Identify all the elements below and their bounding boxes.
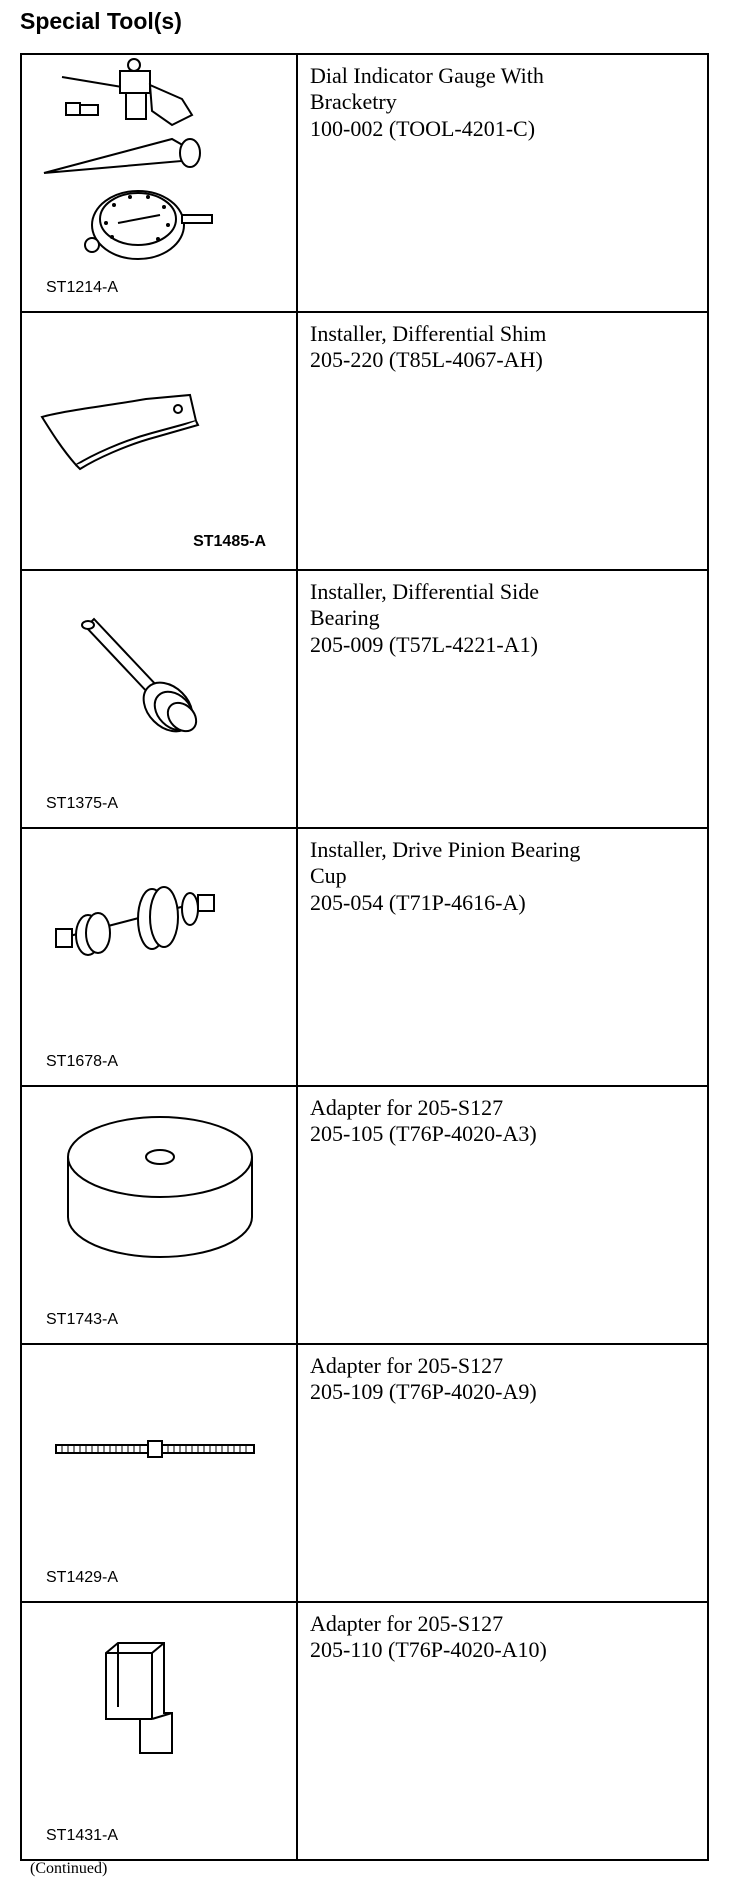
- tool-description: [297, 54, 708, 312]
- table-row: [21, 828, 708, 1086]
- tool-name: Installer, Differential Side: [310, 579, 540, 604]
- tool-image-cell: [21, 1086, 297, 1344]
- table-row: [21, 312, 708, 570]
- tool-image-cell: [21, 1602, 297, 1860]
- tool-image-cell: [21, 1344, 297, 1602]
- tool-code: ST1678-A: [46, 1053, 119, 1070]
- tool-part-number: 205-110 (T76P-4020-A10): [310, 1637, 547, 1663]
- tool-name: Bearing: [310, 605, 380, 631]
- adapter-disc-icon: [22, 1087, 296, 1343]
- special-tools-table: [20, 53, 709, 1861]
- tool-code: ST1429-A: [46, 1569, 119, 1586]
- tool-image-cell: [21, 54, 297, 312]
- shim-installer-icon: [22, 313, 296, 569]
- tool-code: ST1375-A: [46, 795, 119, 812]
- table-row: [21, 1086, 708, 1344]
- tool-part-number: 100-002 (TOOL-4201-C): [310, 115, 536, 141]
- tool-code: ST1431-A: [46, 1827, 119, 1844]
- step-block-icon: [22, 1603, 296, 1859]
- side-bearing-installer-icon: [22, 571, 296, 827]
- tool-code: ST1743-A: [46, 1311, 119, 1328]
- tool-code: ST1214-A: [46, 279, 119, 296]
- tool-part-number: 205-054 (T71P-4616-A): [310, 889, 526, 915]
- tool-description: [297, 1086, 708, 1344]
- tool-name: Dial Indicator Gauge With: [310, 63, 544, 88]
- tool-part-number: 205-109 (T76P-4020-A9): [310, 1379, 537, 1405]
- tool-name: Adapter for 205-S127: [310, 1353, 504, 1378]
- threaded-rod-icon: [22, 1345, 296, 1601]
- tool-part-number: 205-105 (T76P-4020-A3): [310, 1121, 537, 1147]
- tool-name: Bracketry: [310, 89, 397, 115]
- tool-name: Cup: [310, 863, 347, 889]
- tool-description: [297, 1602, 708, 1860]
- table-row: [21, 1602, 708, 1860]
- dial-indicator-icon: [22, 55, 296, 311]
- tool-name: Installer, Differential Shim: [310, 321, 547, 346]
- tool-image-cell: [21, 312, 297, 570]
- tool-description: [297, 570, 708, 828]
- tool-image-cell: [21, 570, 297, 828]
- page-title: Special Tool(s): [20, 8, 182, 34]
- tool-description: [297, 828, 708, 1086]
- tool-description: [297, 1344, 708, 1602]
- continued-note: (Continued): [30, 1860, 108, 1877]
- pinion-cup-installer-icon: [22, 829, 296, 1085]
- tool-part-number: 205-220 (T85L-4067-AH): [310, 347, 543, 373]
- table-row: [21, 1344, 708, 1602]
- table-row: [21, 570, 708, 828]
- table-row: [21, 54, 708, 312]
- tool-name: Adapter for 205-S127: [310, 1095, 504, 1120]
- tool-name: Installer, Drive Pinion Bearing: [310, 837, 581, 862]
- tool-name: Adapter for 205-S127: [310, 1611, 504, 1636]
- tool-description: [297, 312, 708, 570]
- tool-part-number: 205-009 (T57L-4221-A1): [310, 631, 538, 657]
- tool-code: ST1485-A: [193, 533, 266, 550]
- tool-image-cell: [21, 828, 297, 1086]
